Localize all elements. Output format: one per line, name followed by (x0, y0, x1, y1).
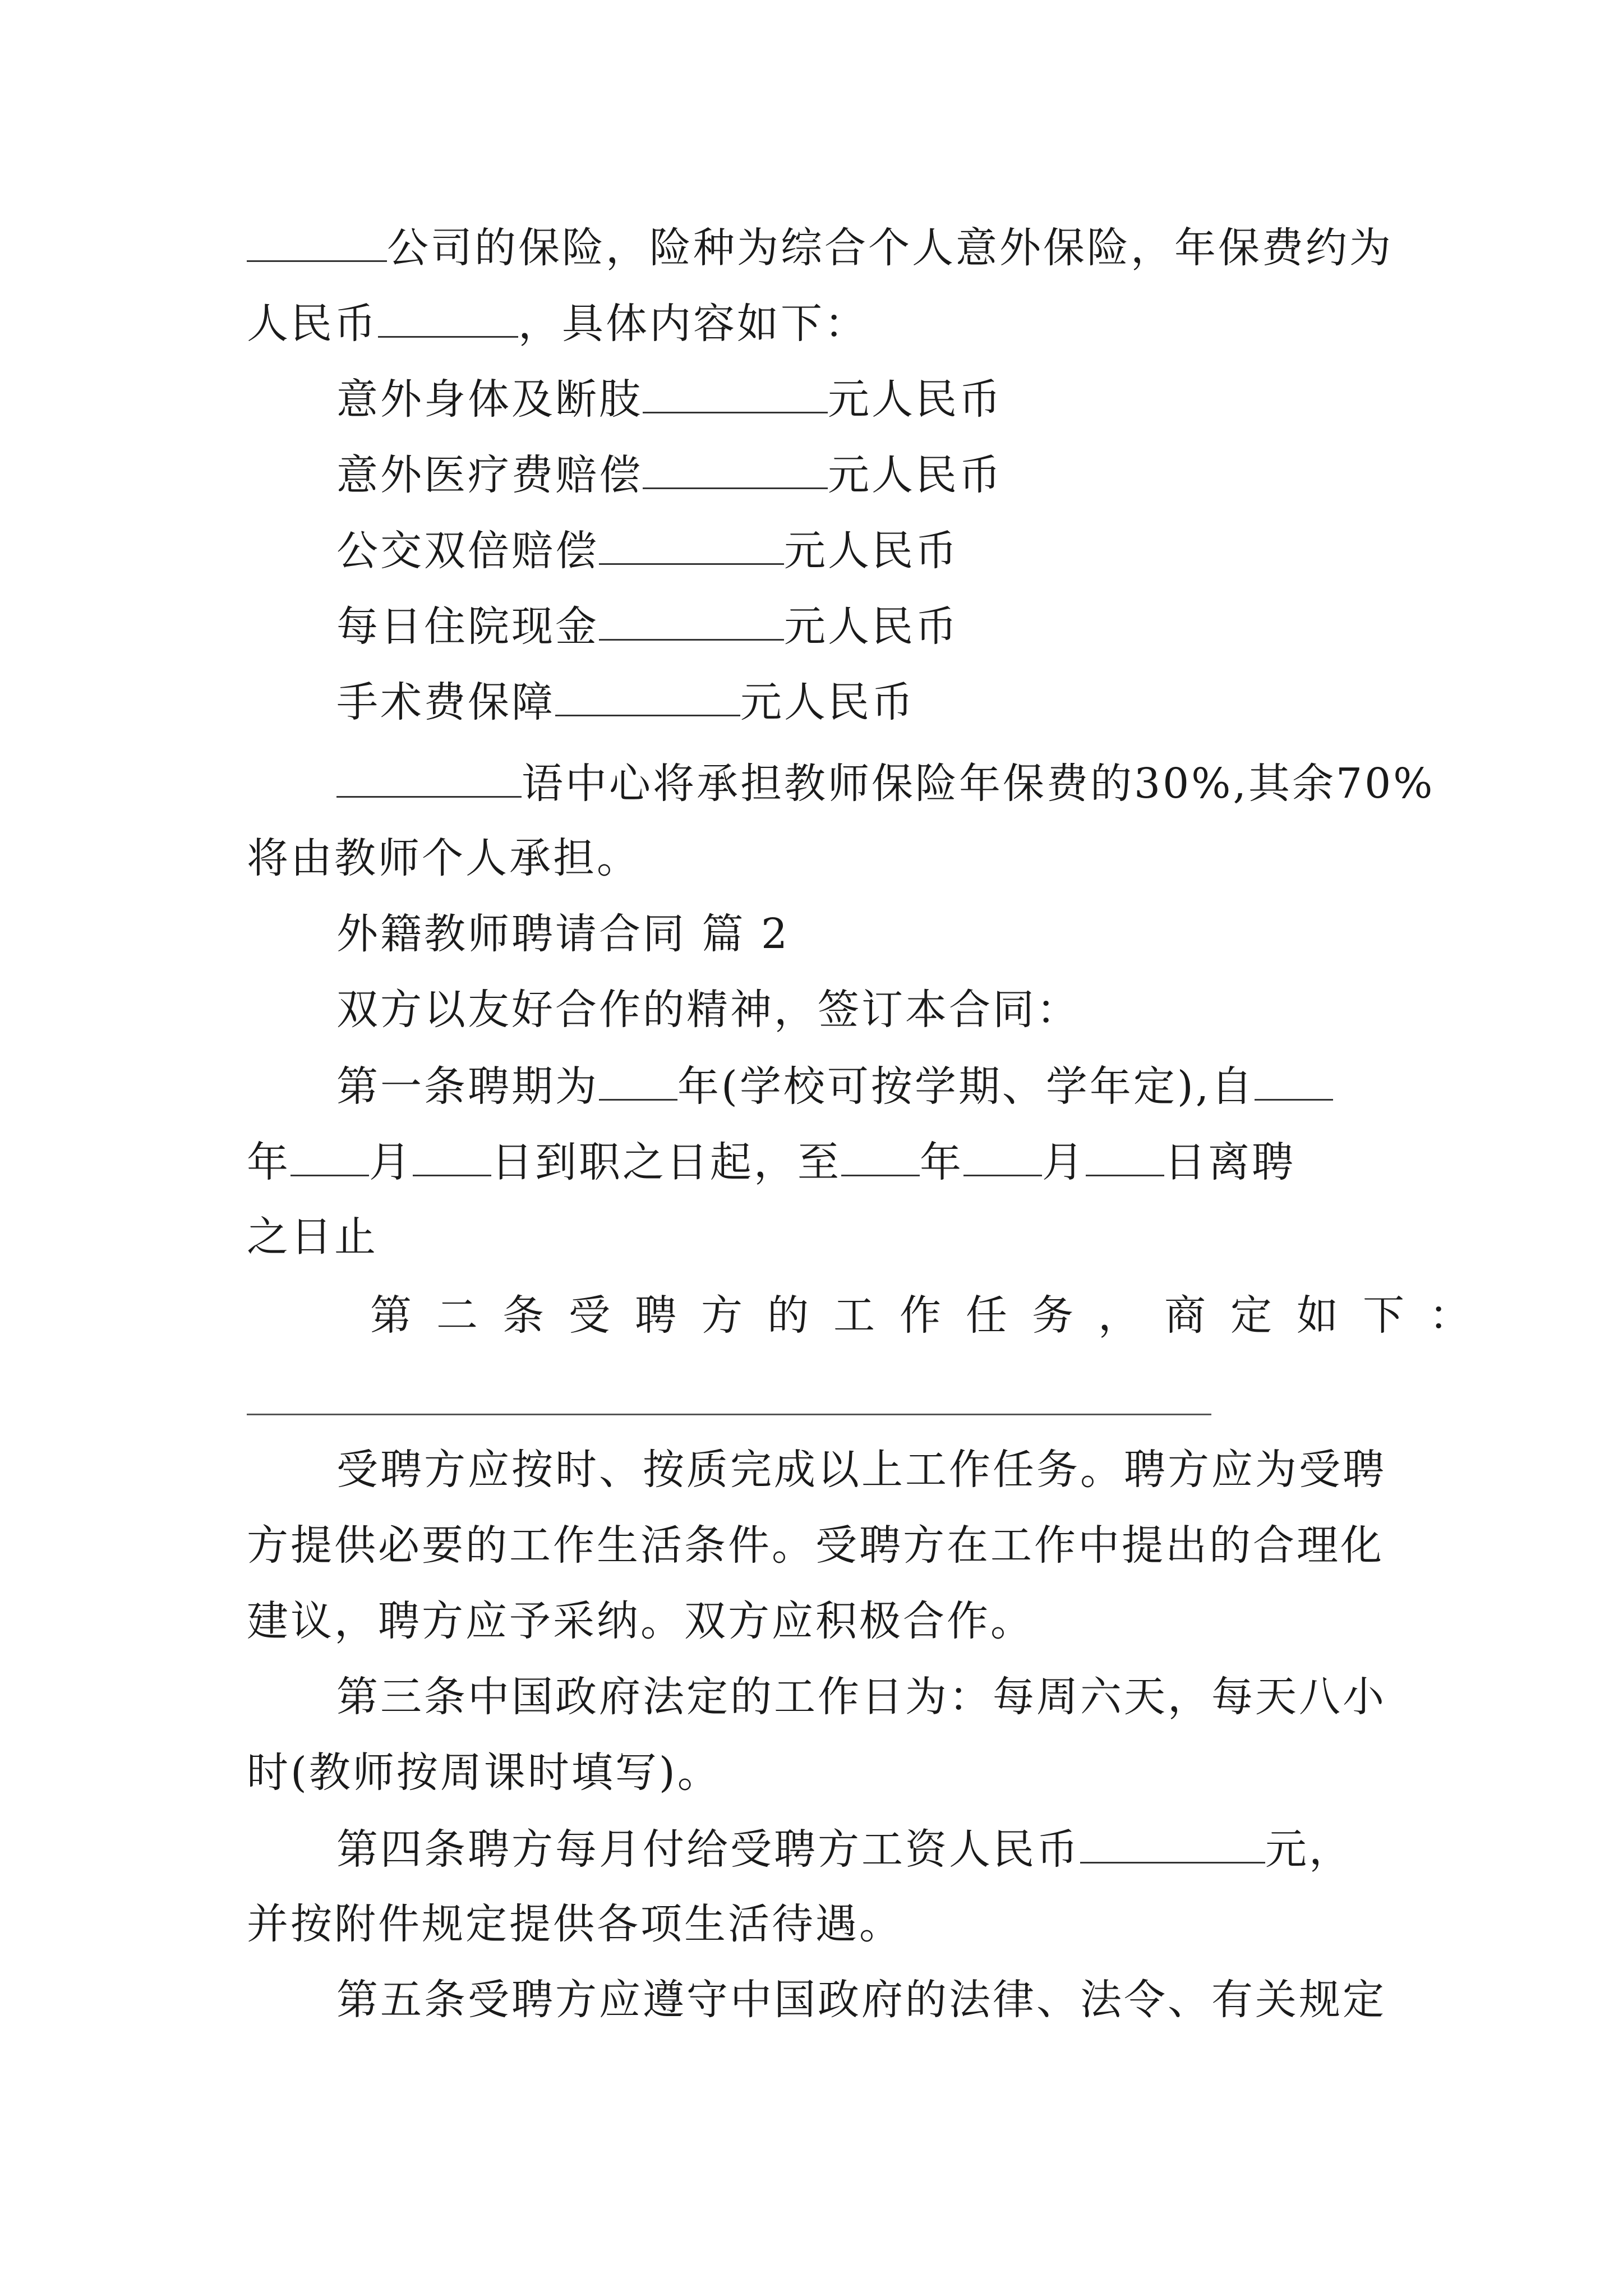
paragraph-line (247, 1896, 903, 1952)
paragraph-line (336, 1972, 1386, 2028)
text: 并按附件规定提供各项生活待遇。 (247, 1900, 903, 1948)
blank-field (599, 522, 784, 565)
blank-field (247, 219, 387, 262)
blank-field (291, 1133, 369, 1176)
insurance-item (336, 522, 959, 579)
unit-label: 元人民币 (784, 527, 959, 575)
text: 第一条聘期为 (336, 1062, 599, 1111)
blank-field (336, 754, 522, 798)
text: 年(学校可按学期、学年定),自 (677, 1062, 1255, 1111)
text: 将由教师个人承担。 (247, 834, 640, 882)
blank-field (599, 1057, 677, 1101)
unit-label: 元人民币 (740, 678, 915, 726)
insurance-item (336, 673, 915, 730)
paragraph-line (247, 295, 868, 352)
text: 第二条受聘方的工作任务，商定如下： (370, 1291, 1495, 1340)
text: 年 (920, 1138, 963, 1186)
text: 第五条受聘方应遵守中国政府的法律、法令、有关规定 (336, 1976, 1386, 2024)
blank-field (413, 1133, 491, 1176)
insurance-item (336, 597, 959, 655)
blank-field (555, 673, 740, 716)
paragraph-line (336, 1820, 1353, 1878)
text: 之日止 (247, 1213, 378, 1261)
paragraph-line (247, 1209, 378, 1265)
paragraph-line (336, 1669, 1386, 1725)
unit-label: 元人民币 (784, 602, 959, 651)
text: 方提供必要的工作生活条件。受聘方在工作中提出的合理化 (247, 1521, 1384, 1570)
text: 公司的保险，险种为综合个人意外保险，年保费约为 (387, 224, 1393, 272)
item-label: 意外医疗费赔偿 (336, 451, 643, 499)
paragraph-line (247, 1745, 721, 1801)
paragraph-line (247, 1133, 1295, 1190)
blank-field (1080, 1820, 1265, 1864)
paragraph-line (247, 219, 1393, 276)
paragraph-line (247, 830, 640, 886)
blank-rule-line (247, 1414, 1211, 1415)
text: ，具体内容如下： (518, 300, 868, 348)
text: 时(教师按周课时填写)。 (247, 1749, 721, 1797)
paragraph-line (247, 1517, 1384, 1573)
insurance-item (336, 370, 1003, 427)
blank-field (599, 597, 784, 641)
text: 年 (247, 1138, 291, 1186)
heading-text: 外籍教师聘请合同 篇 2 (336, 910, 790, 958)
text: 元， (1265, 1825, 1353, 1874)
item-label: 手术费保障 (336, 678, 555, 726)
item-label: 公交双倍赔偿 (336, 527, 599, 575)
item-label: 每日住院现金 (336, 602, 599, 651)
paragraph-line (247, 1593, 1034, 1649)
text: 建议，聘方应予采纳。双方应积极合作。 (247, 1597, 1034, 1645)
section-heading (336, 906, 790, 962)
paragraph-line (336, 982, 1080, 1038)
insurance-item (336, 446, 1003, 503)
blank-field (1086, 1133, 1164, 1176)
text: 第四条聘方每月付给受聘方工资人民币 (336, 1825, 1080, 1874)
text: 语中心将承担教师保险年保费的30%,其余70% (522, 760, 1435, 808)
text: 日到职之日起，至 (491, 1138, 841, 1186)
text: 日离聘 (1164, 1138, 1295, 1186)
blank-field (1255, 1057, 1333, 1101)
paragraph-line (370, 1287, 1495, 1343)
text: 第三条中国政府法定的工作日为：每周六天，每天八小 (336, 1673, 1386, 1721)
text: 受聘方应按时、按质完成以上工作任务。聘方应为受聘 (336, 1446, 1386, 1494)
text: 月 (1042, 1138, 1086, 1186)
paragraph-line (336, 1442, 1386, 1498)
unit-label: 元人民币 (828, 375, 1003, 424)
text: 人民币 (247, 300, 378, 348)
unit-label: 元人民币 (828, 451, 1003, 499)
item-label: 意外身体及断肢 (336, 375, 643, 424)
paragraph-line (336, 1057, 1333, 1115)
blank-field (963, 1133, 1042, 1176)
blank-field (841, 1133, 920, 1176)
paragraph-line (336, 754, 1435, 812)
blank-field (378, 295, 518, 338)
blank-field (643, 446, 828, 489)
text: 双方以友好合作的精神，签订本合同： (336, 986, 1080, 1034)
text: 月 (369, 1138, 413, 1186)
blank-field (643, 370, 828, 413)
